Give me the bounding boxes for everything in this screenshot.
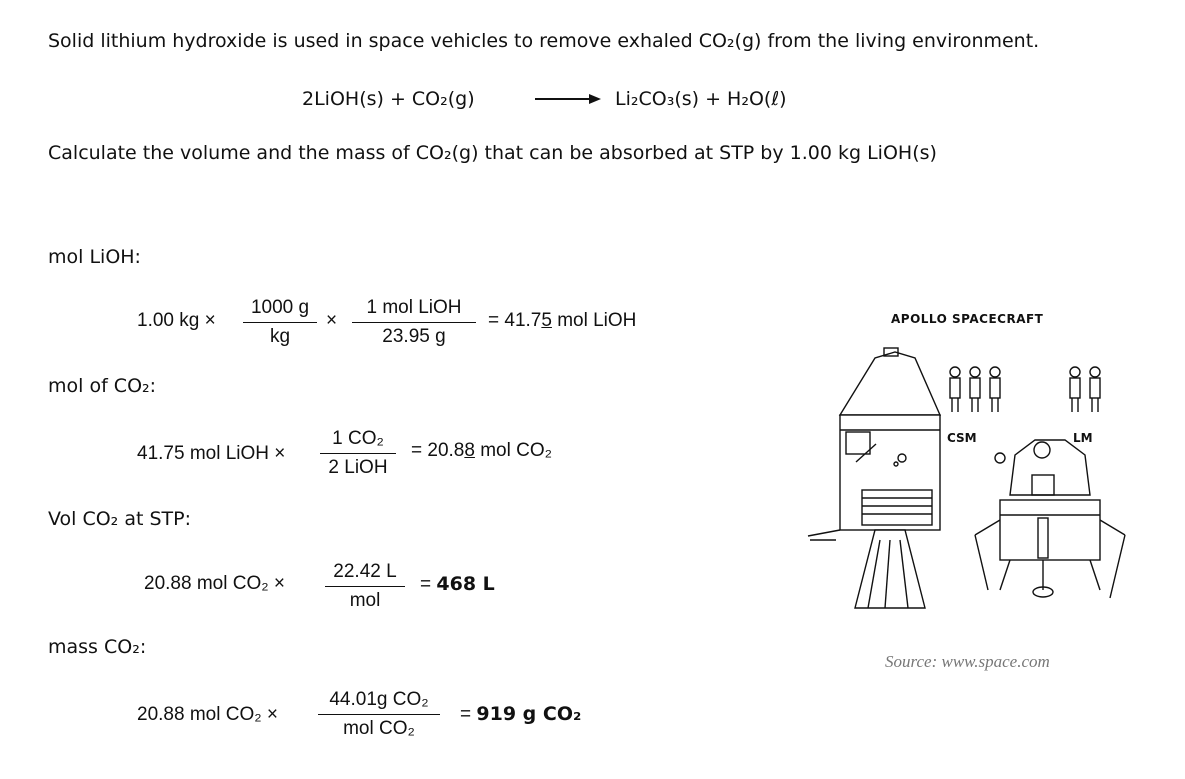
step-vol-co2-start: 20.88 mol CO₂ ×: [144, 573, 285, 594]
result-value: 919 g CO₂: [476, 703, 582, 725]
step-mol-lioh-start: 1.00 kg ×: [137, 310, 216, 331]
result-underlined-digit: 5: [541, 310, 552, 331]
fraction-denominator: mol: [349, 590, 381, 611]
figure-title: APOLLO SPACECRAFT: [891, 312, 1044, 326]
step-mass-co2-start: 20.88 mol CO₂ ×: [137, 704, 278, 725]
result-suffix: mol CO₂: [474, 440, 552, 461]
fraction-co2-per-lioh: [320, 428, 396, 479]
astronaut-figures: [950, 367, 1100, 412]
fraction-numerator: 1000 g: [243, 297, 317, 323]
csm-illustration: [808, 348, 940, 608]
step-mol-co2-start: 41.75 mol LiOH ×: [137, 443, 286, 464]
fraction-numerator: 1 CO₂: [320, 428, 396, 454]
fraction-numerator: 1 mol LiOH: [352, 297, 476, 323]
step-mol-lioh-result: [488, 310, 636, 332]
fraction-denominator: 2 LiOH: [328, 457, 388, 478]
fraction-liters-per-mol: [325, 561, 405, 612]
step-mass-co2-result: [460, 703, 581, 726]
step-mass-co2-label: mass CO₂:: [48, 636, 147, 658]
fraction-denominator: mol CO₂: [343, 718, 415, 739]
lm-illustration: [975, 440, 1125, 598]
fraction-denominator: 23.95 g: [382, 326, 446, 347]
result-equals: =: [460, 704, 472, 725]
fraction-mol-per-gram: [352, 297, 476, 348]
step-mol-co2-label: mol of CO₂:: [48, 375, 157, 397]
figure-label-lm: LM: [1073, 431, 1093, 445]
result-value: 468 L: [436, 573, 495, 595]
result-prefix: = 20.8: [411, 440, 465, 461]
times-sign: ×: [326, 310, 338, 331]
result-underlined-digit: 8: [464, 440, 475, 461]
figure-label-csm: CSM: [947, 431, 977, 445]
fraction-grams-per-mol: [318, 689, 440, 740]
reaction-products: Li₂CO₃(s) + H₂O(ℓ): [615, 88, 787, 110]
fraction-denominator: kg: [269, 326, 291, 347]
fraction-numerator: 44.01g CO₂: [318, 689, 440, 715]
step-vol-co2-result: [420, 573, 495, 596]
fraction-numerator: 22.42 L: [325, 561, 405, 587]
problem-intro: Solid lithium hydroxide is used in space vehicles to remove exhaled CO₂(g) from the living environment.: [48, 30, 1040, 52]
reaction-arrow: [533, 92, 603, 106]
apollo-spacecraft-illustration: [800, 340, 1135, 615]
problem-question: Calculate the volume and the mass of CO₂(g) that can be absorbed at STP by 1.00 kg LiOH(s): [48, 142, 937, 164]
result-equals: =: [420, 574, 432, 595]
figure-source-credit: Source: www.space.com: [885, 652, 1050, 671]
reaction-reactants: 2LiOH(s) + CO₂(g): [302, 88, 475, 110]
fraction-1000g-per-kg: [243, 297, 317, 348]
result-prefix: = 41.7: [488, 310, 542, 331]
result-suffix: mol LiOH: [551, 310, 637, 331]
step-vol-co2-label: Vol CO₂ at STP:: [48, 508, 192, 530]
step-mol-lioh-label: mol LiOH:: [48, 246, 141, 268]
step-mol-co2-result: [411, 440, 552, 462]
